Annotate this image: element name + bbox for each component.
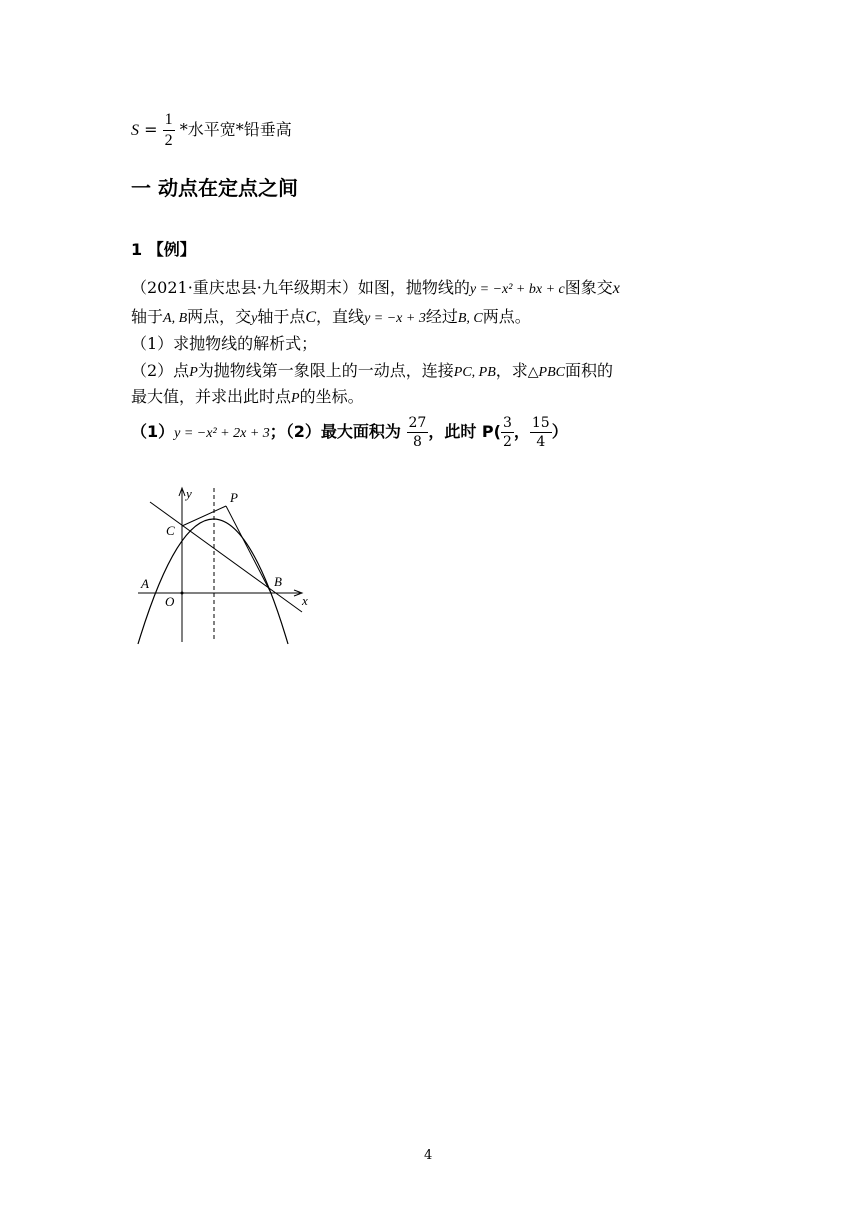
problem-text: 经过 <box>425 307 458 326</box>
label-y: y <box>186 486 192 501</box>
problem-text: 最大值，并求出此时点 <box>131 387 292 406</box>
problem-line-2 <box>131 305 531 331</box>
segment-pc <box>182 506 226 526</box>
var-x: x <box>612 280 620 297</box>
label-x: x <box>302 593 308 608</box>
problem-part-1: （1）求抛物线的解析式； <box>131 334 318 353</box>
points-bc: B, C <box>457 311 483 326</box>
page-number: 4 <box>424 1148 433 1163</box>
area-numerator: 27 <box>408 415 427 431</box>
problem-text: 的坐标。 <box>299 387 364 406</box>
formula-eq: = <box>144 120 158 139</box>
area-denominator: 8 <box>412 434 422 450</box>
segments-pc-pb: PC, PB <box>453 365 496 380</box>
example-label: 1 【例】 <box>131 240 196 259</box>
origin-dot <box>181 592 184 595</box>
px-denominator: 2 <box>502 434 512 450</box>
point-p: P <box>189 365 198 380</box>
problem-text: 图象交 <box>564 278 613 297</box>
label-a: A <box>141 576 149 591</box>
problem-part-2-cont <box>131 385 364 411</box>
points-ab: A, B <box>163 311 188 326</box>
area-fraction <box>407 416 429 449</box>
problem-line-1 <box>131 276 620 302</box>
line-equation: y = −x + 3 <box>364 311 426 326</box>
triangle-pbc: △PBC <box>527 365 565 380</box>
problem-text: 为抛物线第一象限上的一动点，连接 <box>197 361 454 380</box>
parabola-equation: y = −x² + bx + c <box>469 282 565 297</box>
area-formula <box>131 112 292 149</box>
formula-fraction <box>163 112 175 149</box>
answer-text: ，此时 P( <box>428 422 501 441</box>
px-fraction <box>501 416 514 449</box>
point-p: P <box>291 391 300 406</box>
label-c: C <box>166 523 175 538</box>
py-numerator: 15 <box>531 415 550 431</box>
label-o: O <box>165 594 175 609</box>
problem-text: 轴于点 <box>257 307 306 326</box>
problem-text: 两点，交 <box>187 307 252 326</box>
px-numerator: 3 <box>502 415 512 431</box>
answer-text: ；（2）最大面积为 <box>269 422 401 441</box>
py-fraction <box>530 416 552 449</box>
formula-numerator: 1 <box>163 112 175 131</box>
answer-line <box>131 416 568 449</box>
formula-rest: *水平宽*铅垂高 <box>179 120 292 139</box>
problem-text: 轴于 <box>131 307 164 326</box>
label-p: P <box>230 490 238 505</box>
problem-text: ，求 <box>495 361 528 380</box>
formula-s: S <box>131 122 139 139</box>
segment-pb <box>226 506 271 593</box>
problem-text: 面积的 <box>565 361 614 380</box>
label-b: B <box>274 574 282 589</box>
point-c: C <box>305 309 317 326</box>
parabola-figure <box>128 484 328 646</box>
problem-text: 两点。 <box>482 307 531 326</box>
problem-text: ，直线 <box>316 307 365 326</box>
answer-text: （1） <box>131 422 175 441</box>
problem-text: （2021·重庆忠县·九年级期末）如图，抛物线的 <box>131 278 470 297</box>
problem-part-2 <box>131 359 613 385</box>
answer-text: ） <box>551 422 568 441</box>
answer-text: ， <box>513 422 530 441</box>
section-heading: 一 动点在定点之间 <box>131 176 298 200</box>
formula-denominator: 2 <box>164 132 173 149</box>
answer-equation: y = −x² + 2x + 3 <box>174 426 270 441</box>
problem-text: （2）点 <box>131 361 190 380</box>
var-y: y <box>251 311 258 326</box>
py-denominator: 4 <box>536 434 546 450</box>
